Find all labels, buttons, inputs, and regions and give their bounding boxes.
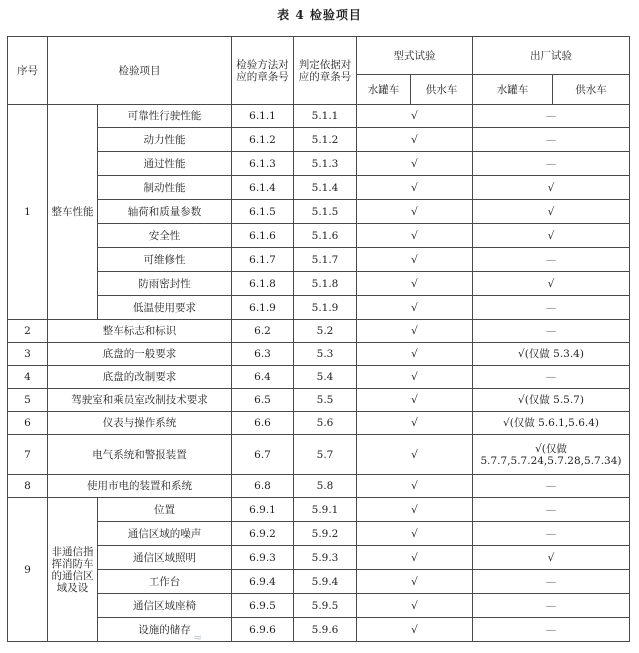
factory-test-value: √ <box>473 546 630 570</box>
item-name: 防雨密封性 <box>98 272 232 296</box>
method-clause: 6.9.2 <box>232 522 294 546</box>
header-type-water-tank: 水罐车 <box>357 75 411 105</box>
criteria-clause: 5.5 <box>294 389 357 412</box>
header-factory-water-supply: 供水车 <box>553 75 630 105</box>
factory-test-value: √ <box>473 272 630 296</box>
header-criteria-clause: 判定依据对应的章条号 <box>294 37 357 105</box>
criteria-clause: 5.9.3 <box>294 546 357 570</box>
header-factory-test: 出厂试验 <box>473 37 630 75</box>
item-name: 可维修性 <box>98 248 232 272</box>
group-name: 非通信指挥消防车的通信区域及设 <box>48 498 98 642</box>
watermark: ≈ <box>193 631 203 644</box>
method-clause: 6.1.3 <box>232 152 294 176</box>
table-row <box>8 296 630 320</box>
type-test-value: √ <box>357 389 473 412</box>
table-row <box>8 498 630 522</box>
type-test-value: √ <box>357 618 473 642</box>
table-row <box>8 272 630 296</box>
table-row <box>8 435 630 475</box>
method-clause: 6.1.2 <box>232 128 294 152</box>
method-clause: 6.1.7 <box>232 248 294 272</box>
criteria-clause: 5.9.4 <box>294 570 357 594</box>
type-test-value: √ <box>357 435 473 475</box>
item-name: 底盘的改制要求 <box>48 366 232 389</box>
item-name: 通过性能 <box>98 152 232 176</box>
item-name: 位置 <box>98 498 232 522</box>
type-test-value: √ <box>357 522 473 546</box>
item-name: 整车标志和标识 <box>48 320 232 343</box>
item-name: 仪表与操作系统 <box>48 412 232 435</box>
criteria-clause: 5.1.4 <box>294 176 357 200</box>
table-row <box>8 176 630 200</box>
method-clause: 6.1.1 <box>232 105 294 128</box>
inspection-items-table <box>7 36 630 642</box>
row-number: 1 <box>8 105 48 320</box>
table-row <box>8 522 630 546</box>
table-row <box>8 320 630 343</box>
item-name: 驾驶室和乘员室改制技术要求 <box>48 389 232 412</box>
table-row <box>8 546 630 570</box>
table-row <box>8 105 630 128</box>
factory-test-value: — <box>473 248 630 272</box>
item-name: 动力性能 <box>98 128 232 152</box>
criteria-clause: 5.9.5 <box>294 594 357 618</box>
method-clause: 6.9.1 <box>232 498 294 522</box>
method-clause: 6.9.4 <box>232 570 294 594</box>
row-number: 4 <box>8 366 48 389</box>
criteria-clause: 5.8 <box>294 475 357 498</box>
header-type-water-supply: 供水车 <box>411 75 473 105</box>
criteria-clause: 5.1.8 <box>294 272 357 296</box>
criteria-clause: 5.3 <box>294 343 357 366</box>
header-item: 检验项目 <box>48 37 232 105</box>
method-clause: 6.1.6 <box>232 224 294 248</box>
factory-test-value: — <box>473 105 630 128</box>
factory-test-value: — <box>473 570 630 594</box>
method-clause: 6.6 <box>232 412 294 435</box>
table-row <box>8 475 630 498</box>
method-clause: 6.1.4 <box>232 176 294 200</box>
item-name: 通信区域的噪声 <box>98 522 232 546</box>
type-test-value: √ <box>357 176 473 200</box>
factory-test-value: — <box>473 296 630 320</box>
criteria-clause: 5.9.2 <box>294 522 357 546</box>
method-clause: 6.9.6 <box>232 618 294 642</box>
factory-test-value: — <box>473 128 630 152</box>
factory-test-value: √(仅做 5.6.1,5.6.4) <box>473 412 630 435</box>
table-row <box>8 389 630 412</box>
item-name: 低温使用要求 <box>98 296 232 320</box>
type-test-value: √ <box>357 320 473 343</box>
method-clause: 6.3 <box>232 343 294 366</box>
type-test-value: √ <box>357 366 473 389</box>
factory-test-value: — <box>473 594 630 618</box>
group-name: 整车性能 <box>48 105 98 320</box>
type-test-value: √ <box>357 272 473 296</box>
row-number: 7 <box>8 435 48 475</box>
table-row <box>8 152 630 176</box>
table-row <box>8 618 630 642</box>
type-test-value: √ <box>357 200 473 224</box>
table-row <box>8 248 630 272</box>
item-name: 设施的储存 <box>98 618 232 642</box>
table-row <box>8 366 630 389</box>
method-clause: 6.5 <box>232 389 294 412</box>
factory-test-value: √ <box>473 176 630 200</box>
factory-test-value: — <box>473 475 630 498</box>
method-clause: 6.4 <box>232 366 294 389</box>
item-name: 通信区域照明 <box>98 546 232 570</box>
row-number: 3 <box>8 343 48 366</box>
row-number: 2 <box>8 320 48 343</box>
method-clause: 6.7 <box>232 435 294 475</box>
header-type-test: 型式试验 <box>357 37 473 75</box>
item-name: 通信区域座椅 <box>98 594 232 618</box>
item-name: 制动性能 <box>98 176 232 200</box>
type-test-value: √ <box>357 128 473 152</box>
factory-test-value: — <box>473 152 630 176</box>
factory-test-value: √(仅做 5.3.4) <box>473 343 630 366</box>
type-test-value: √ <box>357 152 473 176</box>
item-name: 工作台 <box>98 570 232 594</box>
method-clause: 6.9.5 <box>232 594 294 618</box>
type-test-value: √ <box>357 475 473 498</box>
criteria-clause: 5.9.6 <box>294 618 357 642</box>
type-test-value: √ <box>357 570 473 594</box>
factory-test-value: — <box>473 498 630 522</box>
criteria-clause: 5.4 <box>294 366 357 389</box>
header-method-clause: 检验方法对应的章条号 <box>232 37 294 105</box>
criteria-clause: 5.1.1 <box>294 105 357 128</box>
factory-test-value: √ <box>473 200 630 224</box>
factory-test-value: — <box>473 522 630 546</box>
criteria-clause: 5.1.6 <box>294 224 357 248</box>
method-clause: 6.2 <box>232 320 294 343</box>
method-clause: 6.1.5 <box>232 200 294 224</box>
header-no: 序号 <box>8 37 48 105</box>
criteria-clause: 5.1.5 <box>294 200 357 224</box>
row-number: 9 <box>8 498 48 642</box>
type-test-value: √ <box>357 248 473 272</box>
factory-test-value: — <box>473 320 630 343</box>
header-factory-water-tank: 水罐车 <box>473 75 553 105</box>
factory-test-value: — <box>473 618 630 642</box>
table-row <box>8 343 630 366</box>
criteria-clause: 5.9.1 <box>294 498 357 522</box>
type-test-value: √ <box>357 343 473 366</box>
table-row <box>8 128 630 152</box>
type-test-value: √ <box>357 224 473 248</box>
table-row <box>8 594 630 618</box>
method-clause: 6.1.9 <box>232 296 294 320</box>
table-body <box>8 37 630 642</box>
item-name: 电气系统和警报装置 <box>48 435 232 475</box>
table-row <box>8 412 630 435</box>
factory-test-value: √(仅做 5.5.7) <box>473 389 630 412</box>
criteria-clause: 5.1.2 <box>294 128 357 152</box>
criteria-clause: 5.1.3 <box>294 152 357 176</box>
factory-test-value: — <box>473 366 630 389</box>
criteria-clause: 5.1.7 <box>294 248 357 272</box>
item-name: 可靠性行驶性能 <box>98 105 232 128</box>
method-clause: 6.1.8 <box>232 272 294 296</box>
row-number: 6 <box>8 412 48 435</box>
criteria-clause: 5.2 <box>294 320 357 343</box>
type-test-value: √ <box>357 412 473 435</box>
type-test-value: √ <box>357 105 473 128</box>
item-name: 底盘的一般要求 <box>48 343 232 366</box>
method-clause: 6.8 <box>232 475 294 498</box>
item-name: 轴荷和质量参数 <box>98 200 232 224</box>
row-number: 5 <box>8 389 48 412</box>
criteria-clause: 5.6 <box>294 412 357 435</box>
table-row <box>8 570 630 594</box>
header-row <box>8 37 630 75</box>
table-title: 表 4 检验项目 <box>277 8 362 22</box>
criteria-clause: 5.7 <box>294 435 357 475</box>
type-test-value: √ <box>357 594 473 618</box>
item-name: 使用市电的装置和系统 <box>48 475 232 498</box>
type-test-value: √ <box>357 296 473 320</box>
method-clause: 6.9.3 <box>232 546 294 570</box>
factory-test-value: √(仅做 5.7.7,5.7.24,5.7.28,5.7.34) <box>473 435 630 475</box>
factory-test-value: √ <box>473 224 630 248</box>
type-test-value: √ <box>357 498 473 522</box>
table-row <box>8 200 630 224</box>
criteria-clause: 5.1.9 <box>294 296 357 320</box>
type-test-value: √ <box>357 546 473 570</box>
table-row <box>8 224 630 248</box>
item-name: 安全性 <box>98 224 232 248</box>
row-number: 8 <box>8 475 48 498</box>
